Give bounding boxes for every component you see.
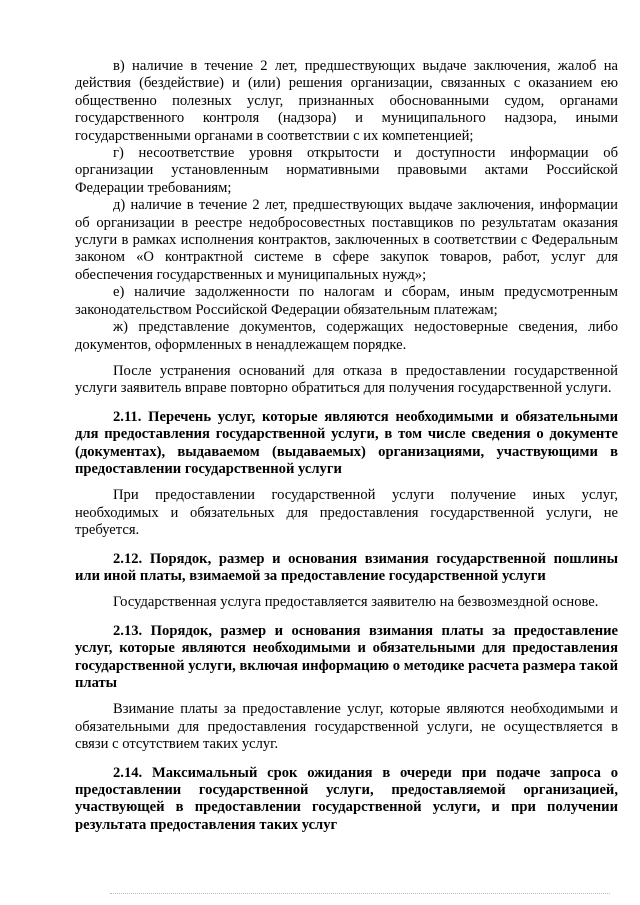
- section-body-2-11: При предоставлении государственной услуги получение иных услуг, необходимых и обязательных для предоставления государственной услуги, не требуется.: [75, 487, 618, 539]
- paragraph-item-g: г) несоответствие уровня открытости и доступности информации об организации установленным нормативными правовыми актами Российской Федерации требованиям;: [75, 145, 618, 196]
- paragraph-item-e: е) наличие задолженности по налогам и сборам, иным предусмотренным законодательством Российской Федерации обязательным платежам;: [75, 284, 618, 318]
- page-bottom-divider: [110, 893, 610, 894]
- section-heading-2-11: 2.11. Перечень услуг, которые являются необходимыми и обязательными для предоставления государственной услуги, в том числе сведения о документе (документах), выдаваемом (выдаваемых) организациями, участвующими в предоставлении государственной услуги: [75, 408, 618, 477]
- section-heading-2-13: 2.13. Порядок, размер и основания взимания платы за предоставление услуг, которые являются необходимыми и обязательными для предоставления государственной услуги, включая информацию о методике расчета размера такой платы: [75, 622, 618, 691]
- section-body-2-13: Взимание платы за предоставление услуг, которые являются необходимыми и обязательными для предоставления государственной услуги, не осуществляется в связи с отсутствием таких услуг.: [75, 701, 618, 753]
- paragraph-reapply: После устранения оснований для отказа в предоставлении государственной услуги заявитель вправе повторно обратиться для получения государственной услуги.: [75, 362, 618, 397]
- paragraph-item-zh: ж) представление документов, содержащих недостоверные сведения, либо документов, оформленных в ненадлежащем порядке.: [75, 319, 618, 353]
- section-heading-2-12: 2.12. Порядок, размер и основания взимания государственной пошлины или иной платы, взимаемой за предоставление государственной услуги: [75, 550, 618, 584]
- section-heading-2-14: 2.14. Максимальный срок ожидания в очереди при подаче запроса о предоставлении государственной услуги, предоставляемой организацией, участвующей в предоставлении государственной услуги, и при получении результата предоставления таких услуг: [75, 764, 618, 833]
- paragraph-item-d: д) наличие в течение 2 лет, предшествующих выдаче заключения, информации об организации в реестре недобросовестных поставщиков по результатам оказания услуги в рамках исполнения контрактов, заключенных в соответствии с Федеральным законом «О контрактной системе в сфере закупок товаров, работ, услуг для обеспечения государственных и муниципальных нужд»;: [75, 197, 618, 283]
- section-body-2-12: Государственная услуга предоставляется заявителю на безвозмездной основе.: [113, 594, 599, 611]
- paragraph-item-v: в) наличие в течение 2 лет, предшествующих выдаче заключения, жалоб на действия (бездействие) и (или) решения организации, связанных с оказанием ею общественно полезных услуг, признанных обоснованными судом, органами государственного контроля (надзора) и муниципального надзора, иными государственными органами в соответствии с их компетенцией;: [75, 58, 618, 144]
